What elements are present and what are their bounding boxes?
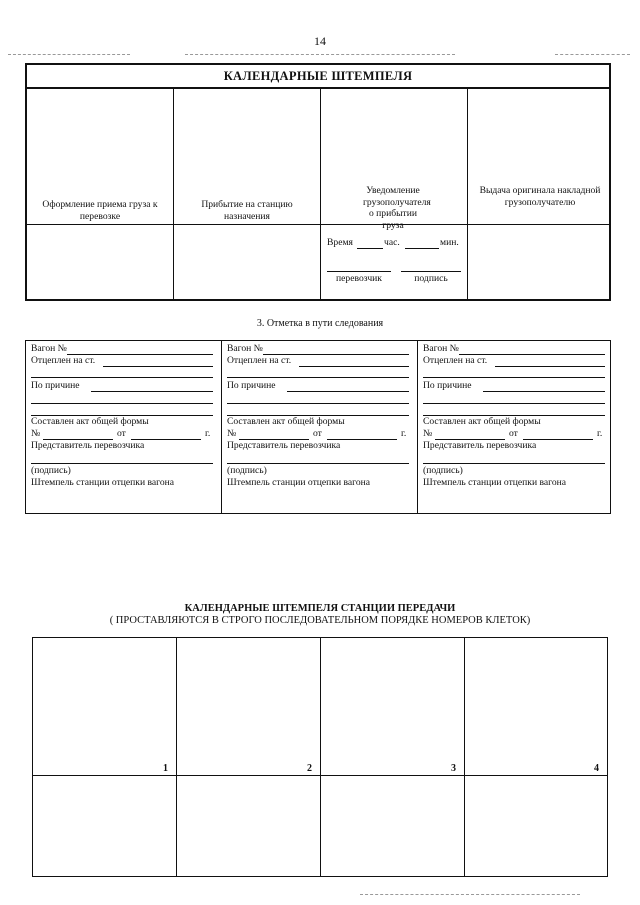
year-label: г. [597, 428, 603, 439]
reason-label: По причине [423, 380, 472, 391]
column-divider [320, 638, 321, 876]
station-stamp-label: Штемпель станции отцепки вагона [423, 477, 567, 488]
stamps-title: КАЛЕНДАРНЫЕ ШТЕМПЕЛЯ [27, 65, 609, 89]
transfer-title: КАЛЕНДАРНЫЕ ШТЕМПЕЛЯ СТАНЦИИ ПЕРЕДАЧИ [184, 603, 456, 614]
signature-field[interactable] [31, 463, 213, 464]
column-divider [176, 638, 177, 876]
divider [185, 54, 455, 55]
year-label: г. [401, 428, 407, 439]
station-stamp-label: Штемпель станции отцепки вагона [31, 477, 175, 488]
station-stamp-label: Штемпель станции отцепки вагона [227, 477, 371, 488]
number-sign: № [227, 428, 237, 439]
route-marks-table [25, 340, 611, 514]
cell-number-2: 2 [307, 763, 312, 774]
number-sign: № [31, 428, 41, 439]
blank-line[interactable] [423, 403, 605, 404]
hours-label: час. [384, 237, 400, 248]
reason-field[interactable] [287, 391, 409, 392]
time-line [327, 237, 467, 251]
calendar-stamps-table [25, 63, 611, 301]
transfer-stamps-grid [32, 637, 608, 877]
reason-label: По причине [227, 380, 276, 391]
signature-label: (подпись) [423, 465, 463, 476]
transfer-subtitle: ( ПРОСТАВЛЯЮТСЯ В СТРОГО ПОСЛЕДОВАТЕЛЬНОМ ПОРЯДКЕ НОМЕРОВ КЛЕТОК) [109, 615, 531, 626]
reason-field[interactable] [91, 391, 213, 392]
route-column-2 [227, 341, 411, 511]
number-sign: № [423, 428, 433, 439]
uncoupled-field[interactable] [299, 366, 409, 367]
col-heading-arrival: Прибытие на станцию назначения [201, 199, 293, 222]
uncoupled-field[interactable] [495, 366, 605, 367]
col-heading-acceptance: Оформление приема груза к перевозке [42, 199, 158, 222]
column-divider [417, 341, 418, 513]
carrier-rep-label: Представитель перевозчика [227, 440, 341, 451]
blank-line[interactable] [423, 377, 605, 378]
column-divider [320, 87, 321, 299]
from-label: от [313, 428, 322, 439]
blank-line[interactable] [227, 377, 409, 378]
route-column-1 [31, 341, 215, 511]
wagon-label: Вагон № [423, 343, 459, 354]
blank-line[interactable] [227, 403, 409, 404]
carrier-field[interactable] [327, 271, 391, 272]
uncoupled-label: Отцеплен на ст. [31, 355, 96, 366]
divider [8, 54, 130, 55]
minutes-field[interactable] [405, 248, 439, 249]
signature-field[interactable] [401, 271, 461, 272]
row-divider [27, 224, 609, 225]
divider [555, 54, 630, 55]
page-number: 14 [314, 34, 326, 48]
time-label: Время [327, 237, 353, 248]
route-section-title: 3. Отметка в пути следования [256, 318, 384, 329]
reason-field[interactable] [483, 391, 605, 392]
col-heading-issuance: Выдача оригинала накладной грузополучателю [479, 185, 601, 208]
act-label: Составлен акт общей формы [423, 416, 541, 427]
carrier-rep-label: Представитель перевозчика [423, 440, 537, 451]
reason-label: По причине [31, 380, 80, 391]
signature-field[interactable] [423, 463, 605, 464]
carrier-rep-label: Представитель перевозчика [31, 440, 145, 451]
minutes-label: мин. [440, 237, 459, 248]
blank-line[interactable] [31, 377, 213, 378]
cell-number-1: 1 [163, 763, 168, 774]
signature-field[interactable] [227, 463, 409, 464]
col-heading-notification: Уведомление грузополучателя о прибытии груза [363, 185, 431, 231]
wagon-label: Вагон № [31, 343, 67, 354]
act-label: Составлен акт общей формы [31, 416, 149, 427]
signature-label: (подпись) [31, 465, 71, 476]
wagon-label: Вагон № [227, 343, 263, 354]
carrier-label: перевозчик [336, 273, 382, 284]
signature-label: (подпись) [227, 465, 267, 476]
cell-number-3: 3 [451, 763, 456, 774]
cell-number-4: 4 [594, 763, 599, 774]
uncoupled-field[interactable] [103, 366, 213, 367]
column-divider [221, 341, 222, 513]
divider [360, 894, 580, 895]
from-label: от [509, 428, 518, 439]
from-label: от [117, 428, 126, 439]
uncoupled-label: Отцеплен на ст. [423, 355, 488, 366]
column-divider [467, 87, 468, 299]
row-divider [33, 775, 607, 776]
uncoupled-label: Отцеплен на ст. [227, 355, 292, 366]
column-divider [464, 638, 465, 876]
year-label: г. [205, 428, 211, 439]
signature-label: подпись [414, 273, 448, 284]
column-divider [173, 87, 174, 299]
hours-field[interactable] [357, 248, 383, 249]
blank-line[interactable] [31, 403, 213, 404]
act-label: Составлен акт общей формы [227, 416, 345, 427]
route-column-3 [423, 341, 607, 511]
